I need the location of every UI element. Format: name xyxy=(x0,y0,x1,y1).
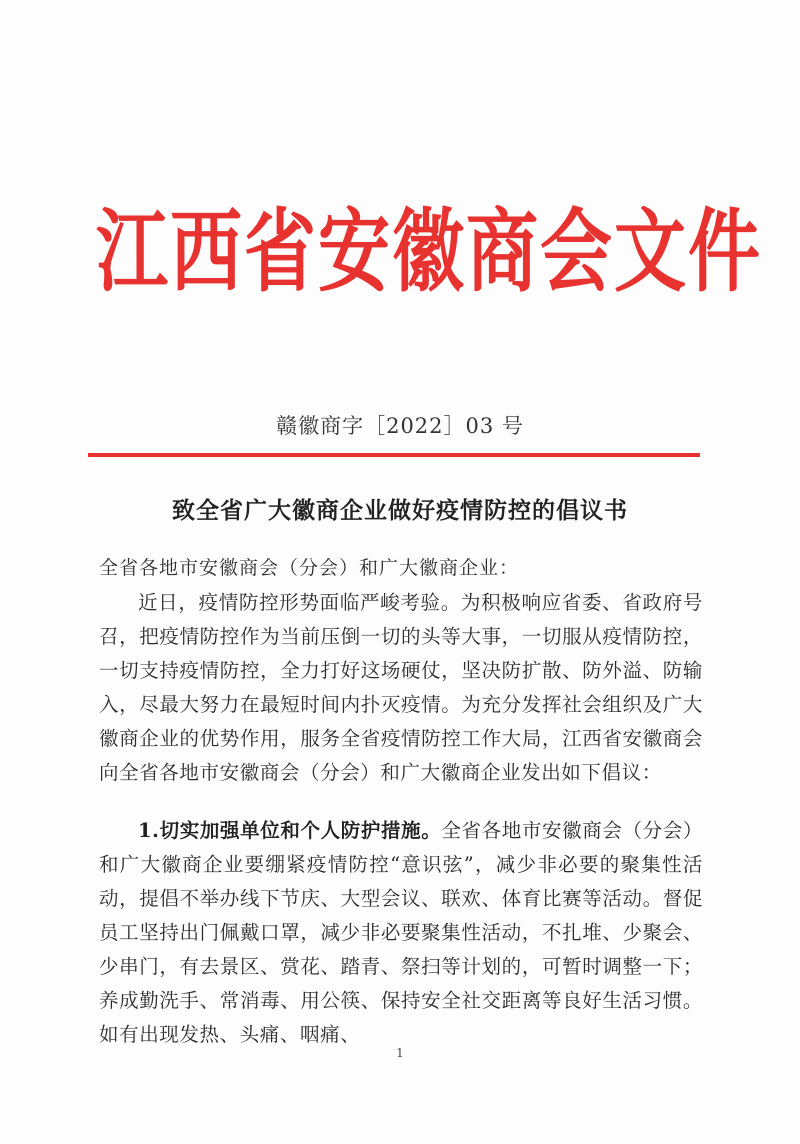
red-divider-line xyxy=(88,453,700,457)
paragraph-item-1-lead: 1.切实加强单位和个人防护措施。 xyxy=(138,819,442,842)
document-subject-title: 致全省广大徽商企业做好疫情防控的倡议书 xyxy=(172,497,628,524)
salutation: 全省各地市安徽商会（分会）和广大徽商企业： xyxy=(99,557,520,579)
page-number: 1 xyxy=(396,1046,404,1060)
paragraph-item-1 xyxy=(99,814,703,1052)
paragraph-intro: 近日，疫情防控形势面临严峻考验。为积极响应省委、省政府号召，把疫情防控作为当前压倒一切的头等大事，一切服从疫情防控，一切支持疫情防控，全力打好这场硬仗，坚决防扩散、防外溢、防输入，尽最大努力在最短时间内扑灭疫情。为充分发挥社会组织及广大徽商企业的优势作用，服务全省疫情防控工作大局，江西省安徽商会向全省各地市安徽商会（分会）和广大徽商企业发出如下倡议： xyxy=(99,591,703,784)
paragraph-item-1-body: 全省各地市安徽商会（分会）和广大徽商企业要绷紧疫情防控“意识弦”，减少非必要的聚集性活动，提倡不举办线下节庆、大型会议、联欢、体育比赛等活动。督促员工坚持出门佩戴口罩，减少非必要聚集性活动，不扎堆、少聚会、少串门，有去景区、赏花、踏青、祭扫等计划的，可暂时调整一下；养成勤洗手、常消毒、用公筷、保持安全社交距离等良好生活习惯。如有出现发热、头痛、咽痛、 xyxy=(99,819,703,1046)
document-number: 赣徽商字［2022］03 号 xyxy=(276,414,524,438)
org-header-title: 江西省安徽商会文件 xyxy=(96,197,763,304)
